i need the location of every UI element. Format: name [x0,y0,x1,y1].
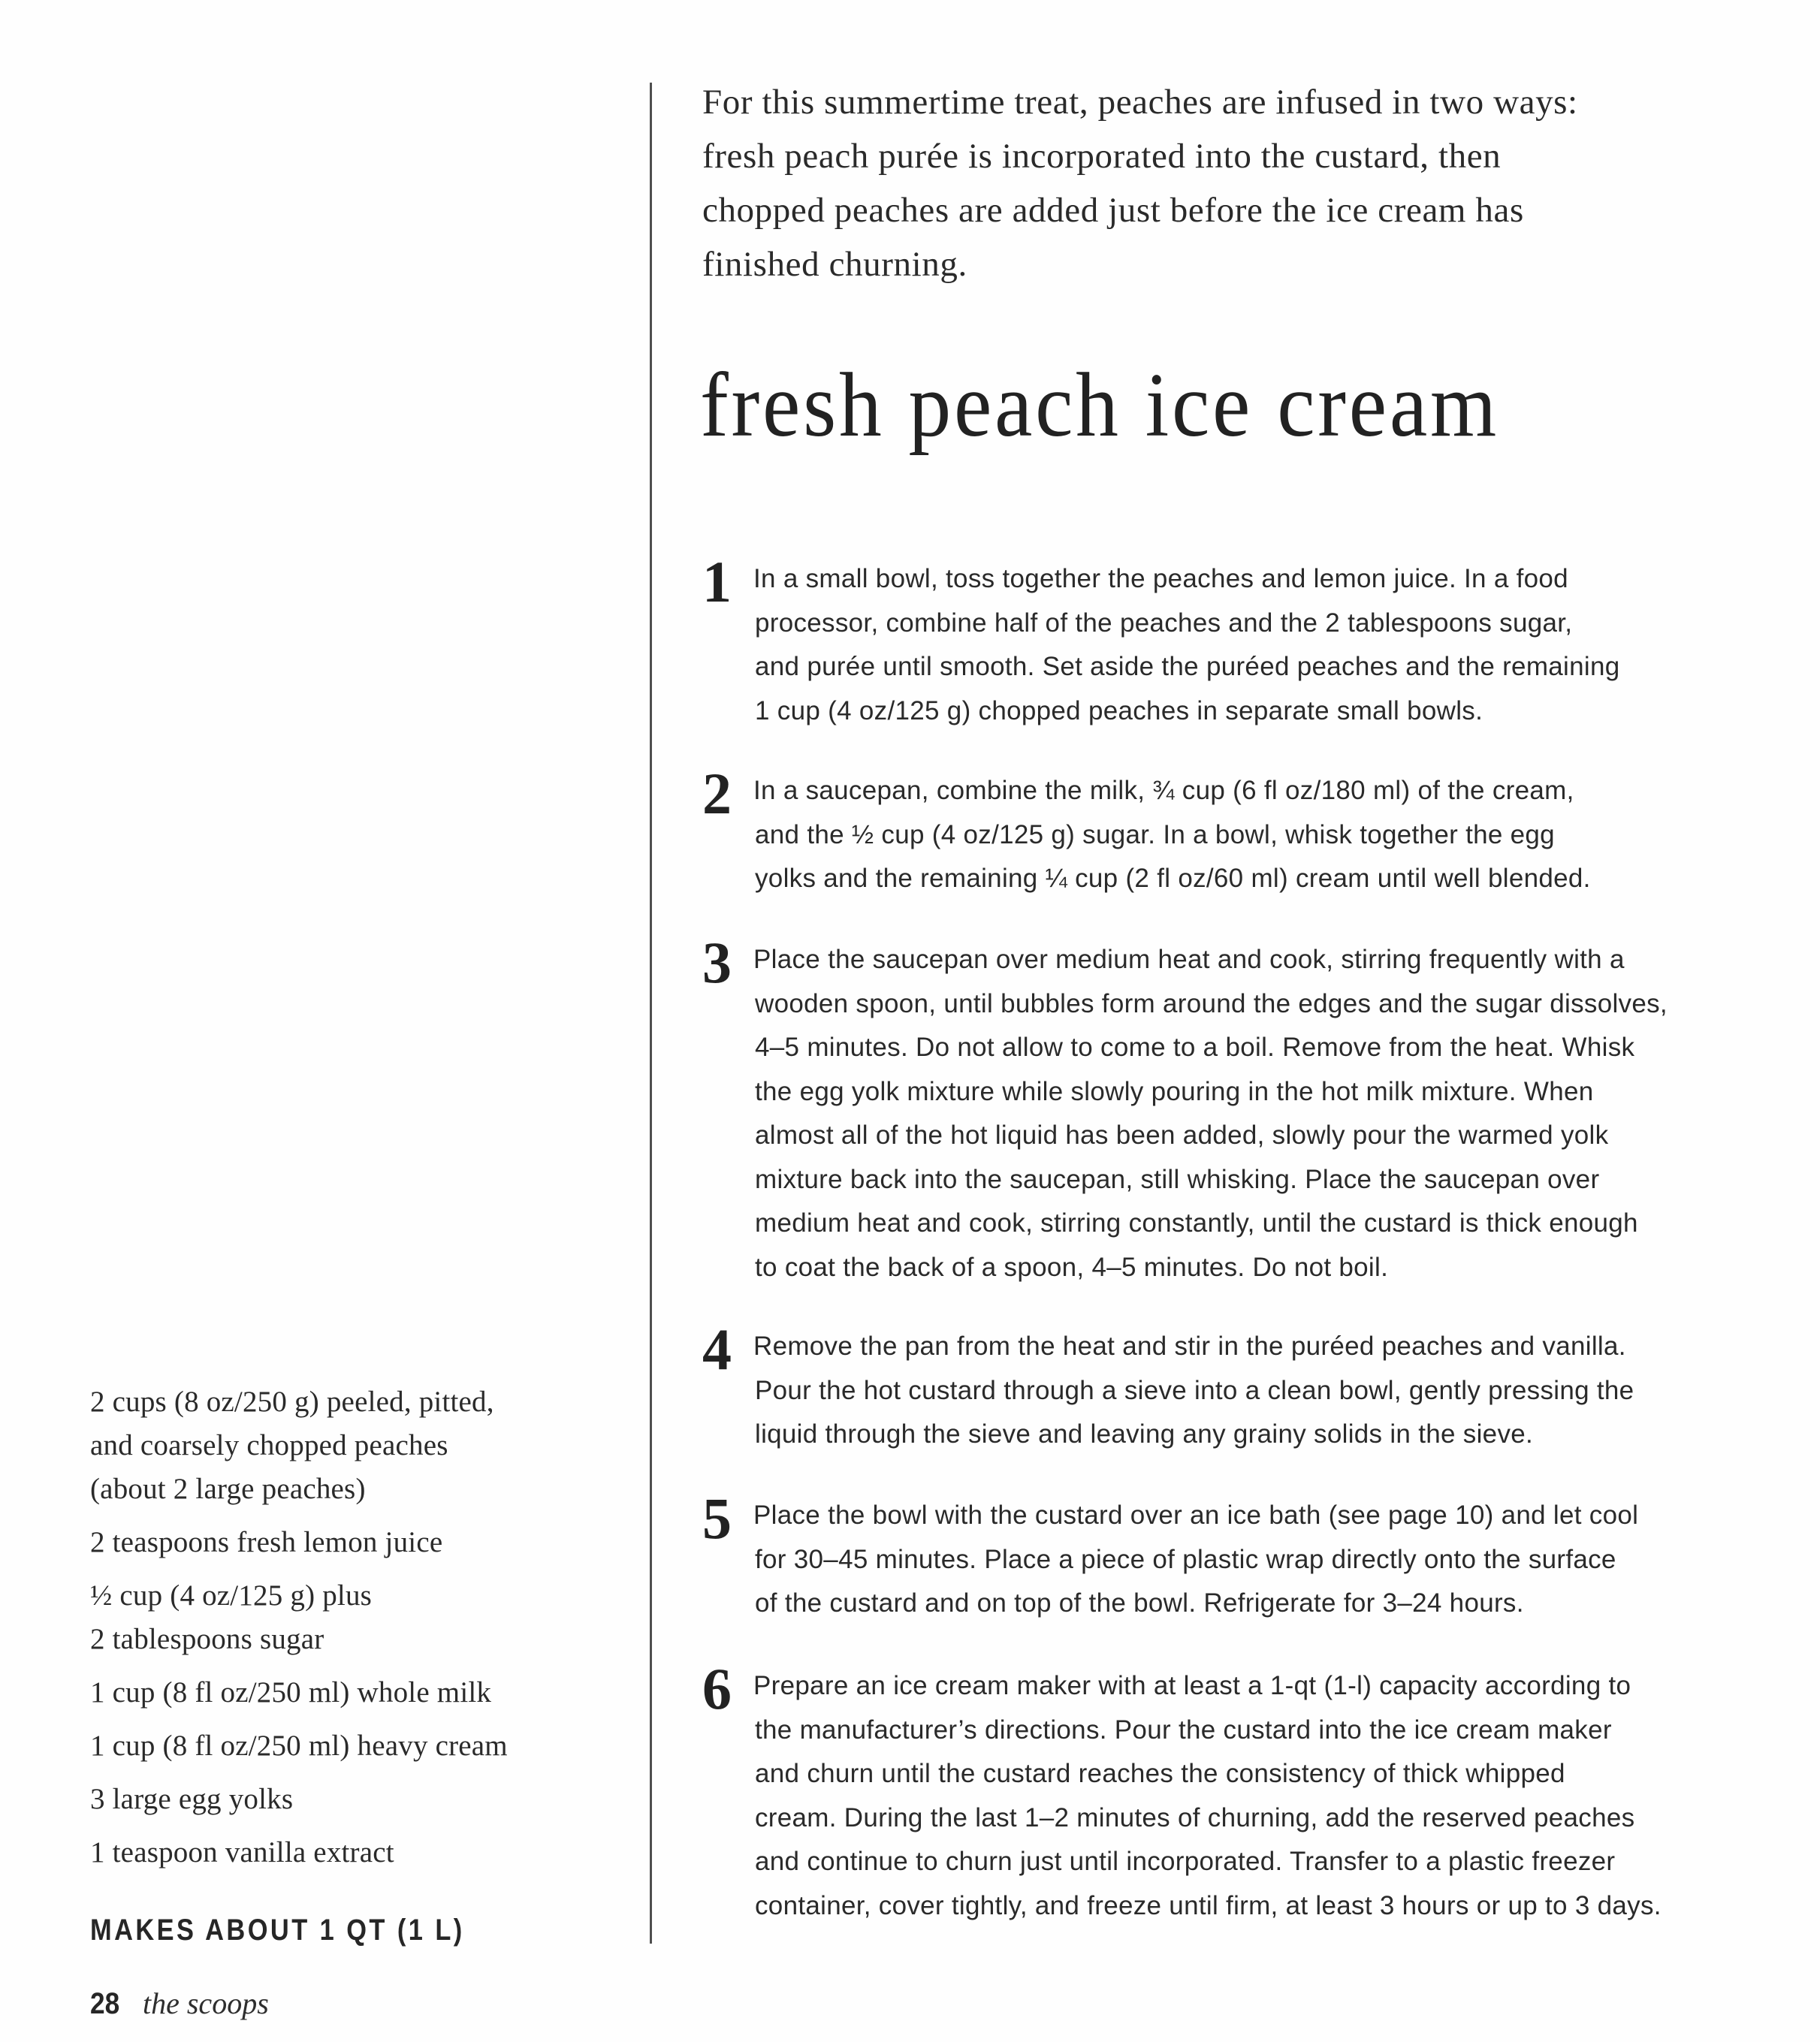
recipe-title: fresh peach ice cream [700,354,1499,456]
step-line: and purée until smooth. Set aside the puréed peaches and the remaining [755,652,1620,681]
step-number: 3 [702,930,732,995]
step-text [755,557,1620,733]
step-number: 2 [702,761,732,826]
step-text [755,1494,1638,1626]
step-line: the manufacturer’s directions. Pour the custard into the ice cream maker [755,1715,1612,1745]
ingredient-item [90,1574,616,1661]
step-line: mixture back into the saucepan, still whisking. Place the saucepan over [755,1164,1600,1194]
step-line: Place the saucepan over medium heat and cook, stirring frequently with a [753,945,1625,974]
ingredient-line: 2 teaspoons fresh lemon juice [90,1526,443,1558]
step-line: and the ½ cup (4 oz/125 g) sugar. In a bowl, whisk together the egg [755,819,1555,849]
ingredient-line: 1 teaspoon vanilla extract [90,1836,394,1869]
step-number: 1 [702,549,732,614]
section-title: the scoops [143,1986,269,2020]
intro-line: finished churning. [702,245,967,284]
ingredient-item [90,1778,616,1821]
ingredient-item [90,1724,616,1768]
ingredient-line: 1 cup (8 fl oz/250 ml) whole milk [90,1676,492,1709]
step-line: 1 cup (4 oz/125 g) chopped peaches in separate small bowls. [755,695,1483,725]
ingredient-item [90,1671,616,1715]
step-text [755,938,1668,1289]
step-number: 5 [702,1486,732,1551]
step-line: In a small bowl, toss together the peaches and lemon juice. In a food [753,564,1568,593]
step-number: 6 [702,1656,732,1721]
intro-line: fresh peach purée is incorporated into the custard, then [702,137,1502,176]
step-line: Pour the hot custard through a sieve into a clean bowl, gently pressing the [755,1375,1634,1405]
ingredient-line: (about 2 large peaches) [90,1473,366,1505]
step-text [755,769,1591,901]
step-text [755,1664,1662,1928]
ingredient-item [90,1521,616,1564]
step-line: Remove the pan from the heat and stir in the puréed peaches and vanilla. [753,1332,1626,1361]
ingredient-line: 2 tablespoons sugar [90,1623,324,1655]
step-line: Place the bowl with the custard over an ice bath (see page 10) and let cool [753,1501,1639,1530]
step-line: wooden spoon, until bubbles form around the edges and the sugar dissolves, [755,988,1668,1018]
step-line: yolks and the remaining ¼ cup (2 fl oz/60 ml) cream until well blended. [755,864,1591,893]
ingredient-item [90,1831,616,1875]
intro-line: chopped peaches are added just before the ice cream has [702,191,1524,230]
step-text [755,1325,1634,1457]
step-number: 4 [702,1317,732,1382]
ingredient-line: ½ cup (4 oz/125 g) plus [90,1579,373,1612]
step-line: medium heat and cook, stirring constantly, until the custard is thick enough [755,1208,1638,1238]
step-line: almost all of the hot liquid has been added, slowly pour the warmed yolk [755,1121,1609,1150]
ingredient-item [90,1380,616,1511]
intro-line: For this summertime treat, peaches are infused in two ways: [702,83,1578,122]
page-footer [90,1986,269,2021]
step-line: In a saucepan, combine the milk, ¾ cup (6 fl oz/180 ml) of the cream, [753,776,1574,805]
page-number: 28 [90,1987,120,2020]
step-line: the egg yolk mixture while slowly pouring in the hot milk mixture. When [755,1076,1594,1106]
ingredient-line: 3 large egg yolks [90,1783,294,1815]
ingredient-line: 1 cup (8 fl oz/250 ml) heavy cream [90,1730,508,1762]
step-line: for 30–45 minutes. Place a piece of plastic wrap directly onto the surface [755,1544,1616,1574]
step-line: of the custard and on top of the bowl. Refrigerate for 3–24 hours. [755,1588,1524,1618]
step-line: to coat the back of a spoon, 4–5 minutes. Do not boil. [755,1252,1389,1282]
step-line: container, cover tightly, and freeze until firm, at least 3 hours or up to 3 days. [755,1890,1662,1920]
step-line: processor, combine half of the peaches and the 2 tablespoons sugar, [755,608,1573,638]
step-line: liquid through the sieve and leaving any grainy solids in the sieve. [755,1419,1534,1449]
recipe-yield: MAKES ABOUT 1 QT (1 L) [90,1914,465,1947]
step-line: 4–5 minutes. Do not allow to come to a boil. Remove from the heat. Whisk [755,1033,1635,1062]
step-line: and churn until the custard reaches the consistency of thick whipped [755,1759,1565,1788]
ingredients-list [90,1380,616,1884]
step-line: and continue to churn just until incorporated. Transfer to a plastic freezer [755,1847,1616,1876]
step-line: cream. During the last 1–2 minutes of churning, add the reserved peaches [755,1802,1635,1832]
step-line: Prepare an ice cream maker with at least a 1-qt (1-l) capacity according to [753,1671,1631,1700]
recipe-intro [702,75,1754,291]
ingredient-line: 2 cups (8 oz/250 g) peeled, pitted, [90,1386,494,1418]
column-divider [650,83,652,1944]
ingredient-line: and coarsely chopped peaches [90,1429,448,1461]
